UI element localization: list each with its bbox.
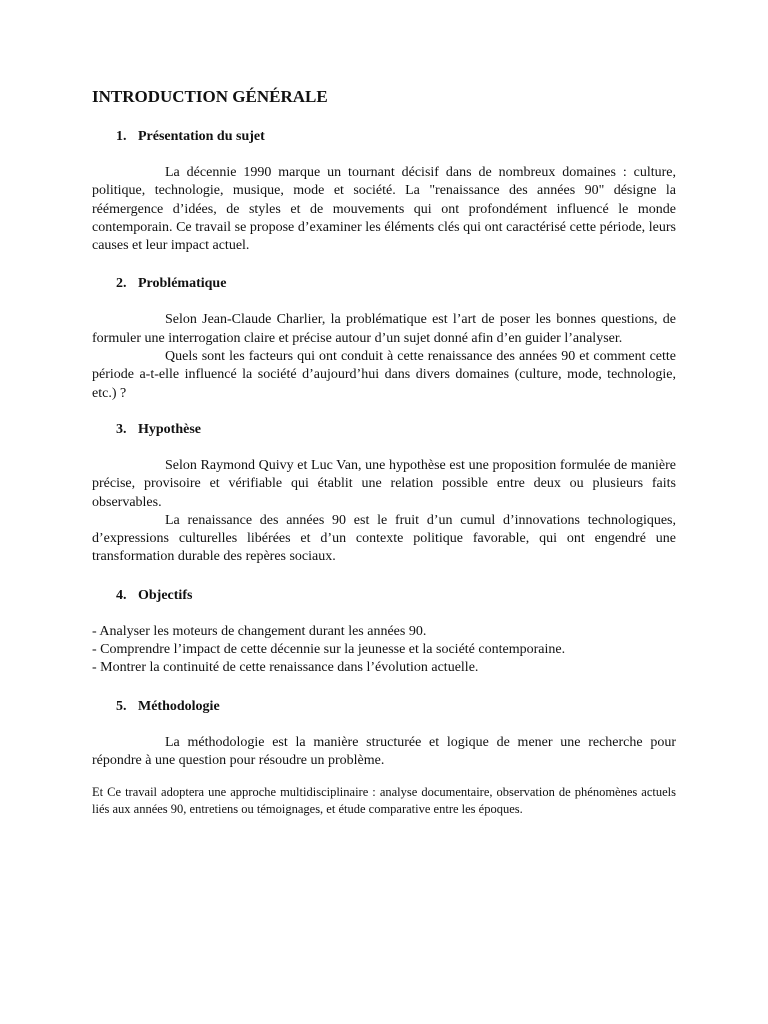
section-presentation — [92, 128, 676, 255]
objectives-list — [92, 623, 676, 678]
section-title: Objectifs — [138, 587, 193, 603]
section-number: 4. — [116, 587, 127, 603]
section-number: 2. — [116, 276, 127, 292]
section-number: 5. — [116, 698, 127, 714]
closing-paragraph: Et Ce travail adoptera une approche multidisciplinaire : analyse documentaire, observation de phénomènes actuels liés aux années 90, entretiens ou témoignages, et étude comparative entre les époques. — [92, 785, 676, 816]
paragraph: Selon Jean-Claude Charlier, la problématique est l’art de poser les bonnes questions, de formuler une interrogation claire et précise autour d’un sujet donné afin d’en guider l’analyser. — [92, 312, 676, 346]
section-objectifs — [92, 587, 676, 678]
list-item: - Analyser les moteurs de changement durant les années 90. — [92, 623, 427, 639]
paragraph: Quels sont les facteurs qui ont conduit à cette renaissance des années 90 et comment cette période a-t-elle influencé la société d’aujourd’hui dans divers domaines (culture, mode, technologie, etc.) ? — [92, 349, 676, 401]
section-methodologie — [92, 698, 676, 818]
list-item: - Montrer la continuité de cette renaissance dans l’évolution actuelle. — [92, 660, 479, 676]
document-title: INTRODUCTION GÉNÉRALE — [92, 87, 328, 106]
section-heading — [92, 587, 676, 605]
section-hypothese — [92, 421, 676, 567]
paragraph: La renaissance des années 90 est le fruit d’un cumul d’innovations technologiques, d’expressions culturelles libérées et d’un contexte politique favorable, qui ont engendré une transformation durable des repères sociaux. — [92, 512, 676, 565]
section-heading — [92, 421, 676, 439]
list-item: - Comprendre l’impact de cette décennie sur la jeunesse et la société contemporaine. — [92, 642, 566, 658]
section-title: Méthodologie — [138, 698, 220, 714]
document-page — [92, 86, 676, 817]
section-heading — [92, 698, 676, 716]
section-heading — [92, 275, 676, 293]
paragraph: Selon Raymond Quivy et Luc Van, une hypothèse est une proposition formulée de manière précise, provisoire et vérifiable qui établit une relation possible entre deux ou plusieurs faits observables. — [92, 457, 676, 510]
section-heading — [92, 128, 676, 146]
section-problematique — [92, 275, 676, 402]
section-title: Problématique — [138, 276, 227, 292]
section-number: 1. — [116, 129, 127, 144]
paragraph: La décennie 1990 marque un tournant décisif dans de nombreux domaines : culture, politique, technologie, musique, mode et société. La "renaissance des années 90" désigne la réémergence d’idées, de styles et de mouvements qui ont profondément influencé le monde contemporain. Ce travail se propose d’examiner les éléments clés qui ont caractérisé cette période, leurs causes et leur impact actuel. — [92, 165, 676, 254]
section-title: Hypothèse — [138, 421, 201, 437]
paragraph: La méthodologie est la manière structurée et logique de mener une recherche pour répondre à une question pour résoudre un problème. — [92, 734, 676, 768]
section-title: Présentation du sujet — [138, 129, 265, 144]
section-number: 3. — [116, 421, 127, 437]
